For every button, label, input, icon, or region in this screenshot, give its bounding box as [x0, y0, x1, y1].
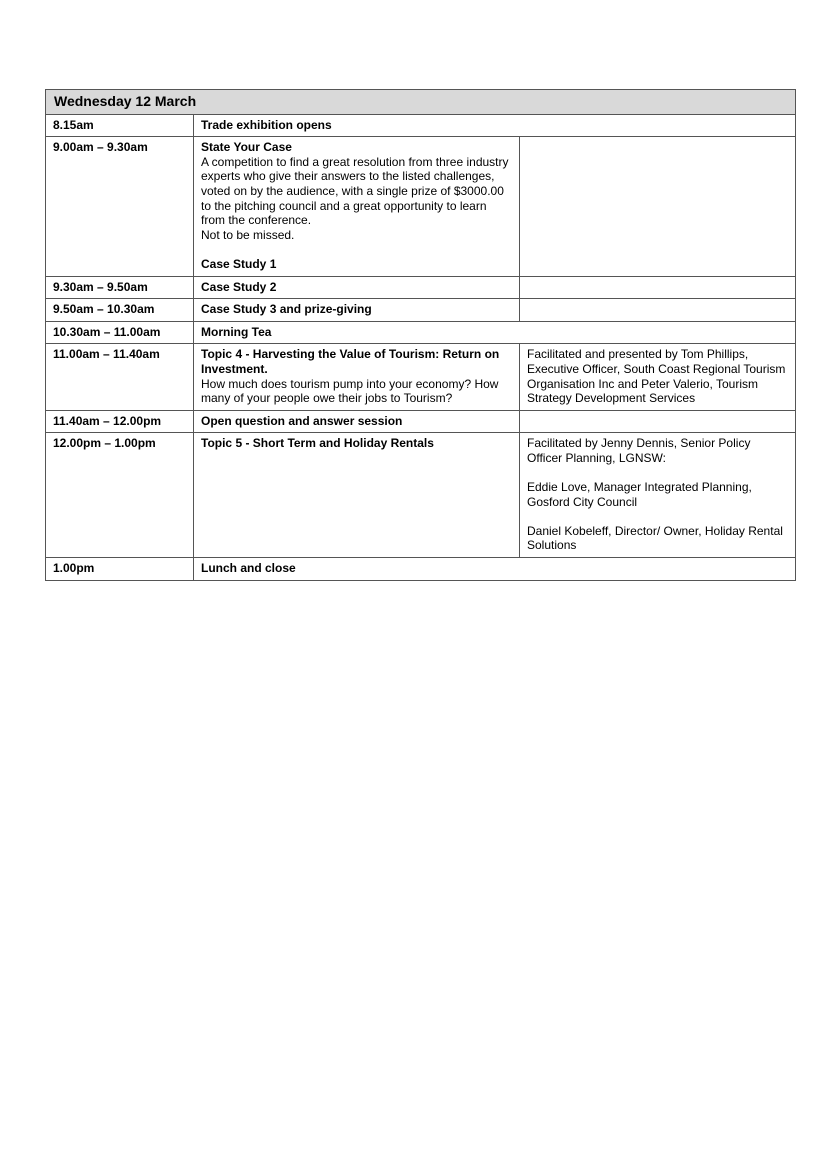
- table-row: [46, 344, 796, 410]
- time-cell: 11.40am – 12.00pm: [46, 410, 194, 433]
- session-title: Topic 5 - Short Term and Holiday Rentals: [201, 436, 434, 451]
- session-cell: [194, 299, 520, 322]
- session-title: Case Study 3 and prize-giving: [201, 302, 372, 317]
- time-cell: 9.00am – 9.30am: [46, 137, 194, 276]
- spacer: [527, 509, 788, 524]
- session-cell: [194, 433, 520, 558]
- session-cell: [194, 410, 520, 433]
- table-row: [46, 433, 796, 558]
- session-cell: [194, 558, 796, 581]
- session-title: Lunch and close: [201, 561, 296, 576]
- day-header: Wednesday 12 March: [46, 90, 796, 115]
- speakers-cell: [520, 299, 796, 322]
- session-cell: [194, 114, 796, 137]
- schedule-table: [45, 89, 796, 581]
- session-title: State Your Case: [201, 140, 292, 155]
- table-row: [46, 114, 796, 137]
- speaker-entry: Daniel Kobeleff, Director/ Owner, Holiday Rental Solutions: [527, 523, 783, 553]
- time-cell: 8.15am: [46, 114, 194, 137]
- spacer: [201, 242, 512, 257]
- session-title: Morning Tea: [201, 324, 272, 339]
- session-title: Case Study 2: [201, 279, 277, 294]
- time-cell: 9.30am – 9.50am: [46, 276, 194, 299]
- spacer: [527, 465, 788, 480]
- table-row: [46, 137, 796, 276]
- speakers-cell: [520, 433, 796, 558]
- session-note: Not to be missed.: [201, 227, 295, 242]
- session-description: How much does tourism pump into your economy? How many of your people owe their jobs to Tourism?: [201, 376, 499, 406]
- speakers-cell: [520, 137, 796, 276]
- table-row: [46, 276, 796, 299]
- speaker-entry: Facilitated by Jenny Dennis, Senior Policy Officer Planning, LGNSW:: [527, 436, 751, 465]
- table-row: [46, 299, 796, 322]
- time-cell: 1.00pm: [46, 558, 194, 581]
- table-row: [46, 410, 796, 433]
- session-title: Open question and answer session: [201, 413, 403, 428]
- speakers-cell: Facilitated and presented by Tom Phillips, Executive Officer, South Coast Regional Tourism Organisation Inc and Peter Valerio, Tourism Strategy Development Services: [520, 344, 796, 410]
- speaker-entry: Eddie Love, Manager Integrated Planning, Gosford City Council: [527, 480, 752, 509]
- session-title: Topic 4 - Harvesting the Value of Tourism: Return on Investment.: [201, 347, 500, 376]
- day-header-row: [46, 90, 796, 115]
- session-title: Trade exhibition opens: [201, 117, 332, 132]
- time-cell: 12.00pm – 1.00pm: [46, 433, 194, 558]
- time-cell: 10.30am – 11.00am: [46, 321, 194, 344]
- speakers-cell: [520, 276, 796, 299]
- time-cell: 11.00am – 11.40am: [46, 344, 194, 410]
- table-row: [46, 558, 796, 581]
- session-cell: [194, 344, 520, 410]
- time-cell: 9.50am – 10.30am: [46, 299, 194, 322]
- table-row: [46, 321, 796, 344]
- session-cell: [194, 276, 520, 299]
- session-cell: [194, 137, 520, 276]
- speakers-cell: [520, 410, 796, 433]
- session-cell: [194, 321, 796, 344]
- session-subtitle: Case Study 1: [201, 256, 277, 271]
- session-description: A competition to find a great resolution from three industry experts who give their answers to the listed challenges, voted on by the audience, with a single prize of $3000.00 to the pitching council and a great opportunity to learn from the conference.: [201, 154, 509, 228]
